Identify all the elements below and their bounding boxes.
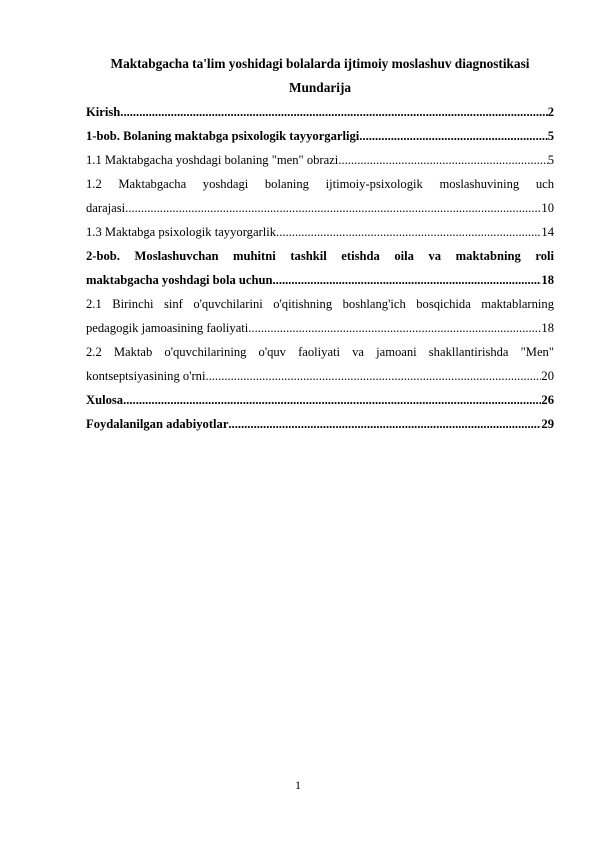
page-number: 1 bbox=[295, 778, 301, 792]
toc-entry-page: 2 bbox=[547, 105, 554, 119]
toc-heading: Mundarija bbox=[288, 80, 352, 95]
document-title: Maktabgacha ta'lim yoshidagi bolalarda ijtimoiy moslashuv diagnostikasi bbox=[110, 56, 530, 71]
leader-dots bbox=[338, 148, 547, 172]
toc-entry-page: 5 bbox=[547, 129, 554, 143]
toc-entry-page: 5 bbox=[547, 153, 554, 167]
toc-entry-page: 18 bbox=[541, 273, 554, 287]
toc-entry-2-2[interactable] bbox=[86, 340, 554, 388]
toc-entry-chapter-1[interactable] bbox=[86, 124, 554, 148]
toc-entry-label: pedagogik jamoasining faoliyati bbox=[86, 321, 249, 335]
toc-entry-line: 2.1 Birinchi sinf o'quvchilarini o'qitishning boshlang'ich bosqichida maktablarning bbox=[86, 297, 554, 311]
toc-entry-label: maktabgacha yoshdagi bola uchun bbox=[86, 273, 273, 287]
toc-entry-1-1[interactable] bbox=[86, 148, 554, 172]
toc-entry-label: 1.3 Maktabga psixologik tayyorgarlik bbox=[86, 225, 277, 239]
toc-entry-label: darajasi bbox=[86, 201, 126, 215]
leader-dots bbox=[273, 268, 542, 292]
toc-entry-2-1[interactable] bbox=[86, 292, 554, 340]
leader-dots bbox=[205, 364, 541, 388]
toc-entry-references[interactable] bbox=[86, 412, 554, 436]
toc-entry-kirish[interactable] bbox=[86, 100, 554, 124]
toc-entry-page: 18 bbox=[541, 321, 554, 335]
toc-entry-1-3[interactable] bbox=[86, 220, 554, 244]
leader-dots bbox=[248, 316, 541, 340]
table-of-contents bbox=[86, 100, 554, 436]
leader-dots bbox=[276, 220, 541, 244]
toc-entry-xulosa[interactable] bbox=[86, 388, 554, 412]
toc-entry-page: 14 bbox=[541, 225, 554, 239]
toc-entry-line: 1.2 Maktabgacha yoshdagi bolaning ijtimoiy-psixologik moslashuvining uch bbox=[86, 177, 554, 191]
toc-entry-label: Kirish bbox=[86, 105, 121, 119]
toc-entry-label: Foydalanilgan adabiyotlar bbox=[86, 417, 229, 431]
toc-entry-line: 2.2 Maktab o'quvchilarining o'quv faoliyati va jamoani shakllantirishda "Men" bbox=[86, 345, 554, 359]
toc-entry-chapter-2[interactable] bbox=[86, 244, 554, 292]
toc-entry-page: 10 bbox=[541, 201, 554, 215]
toc-entry-label: Xulosa bbox=[86, 393, 124, 407]
document-page bbox=[86, 52, 554, 436]
toc-entry-label: kontseptsiyasining o'rni bbox=[86, 369, 206, 383]
leader-dots bbox=[125, 196, 541, 220]
leader-dots bbox=[123, 388, 541, 412]
leader-dots bbox=[228, 412, 541, 436]
toc-entry-page: 26 bbox=[541, 393, 554, 407]
leader-dots bbox=[120, 100, 547, 124]
toc-entry-page: 20 bbox=[541, 369, 554, 383]
leader-dots bbox=[359, 124, 547, 148]
toc-entry-page: 29 bbox=[541, 417, 554, 431]
toc-entry-label: 1.1 Maktabgacha yoshdagi bolaning "men" obrazi bbox=[86, 153, 339, 167]
toc-entry-1-2[interactable] bbox=[86, 172, 554, 220]
toc-entry-label: 1-bob. Bolaning maktabga psixologik tayyorgarligi bbox=[86, 129, 360, 143]
toc-entry-line: 2-bob. Moslashuvchan muhitni tashkil etishda oila va maktabning roli bbox=[86, 249, 554, 263]
